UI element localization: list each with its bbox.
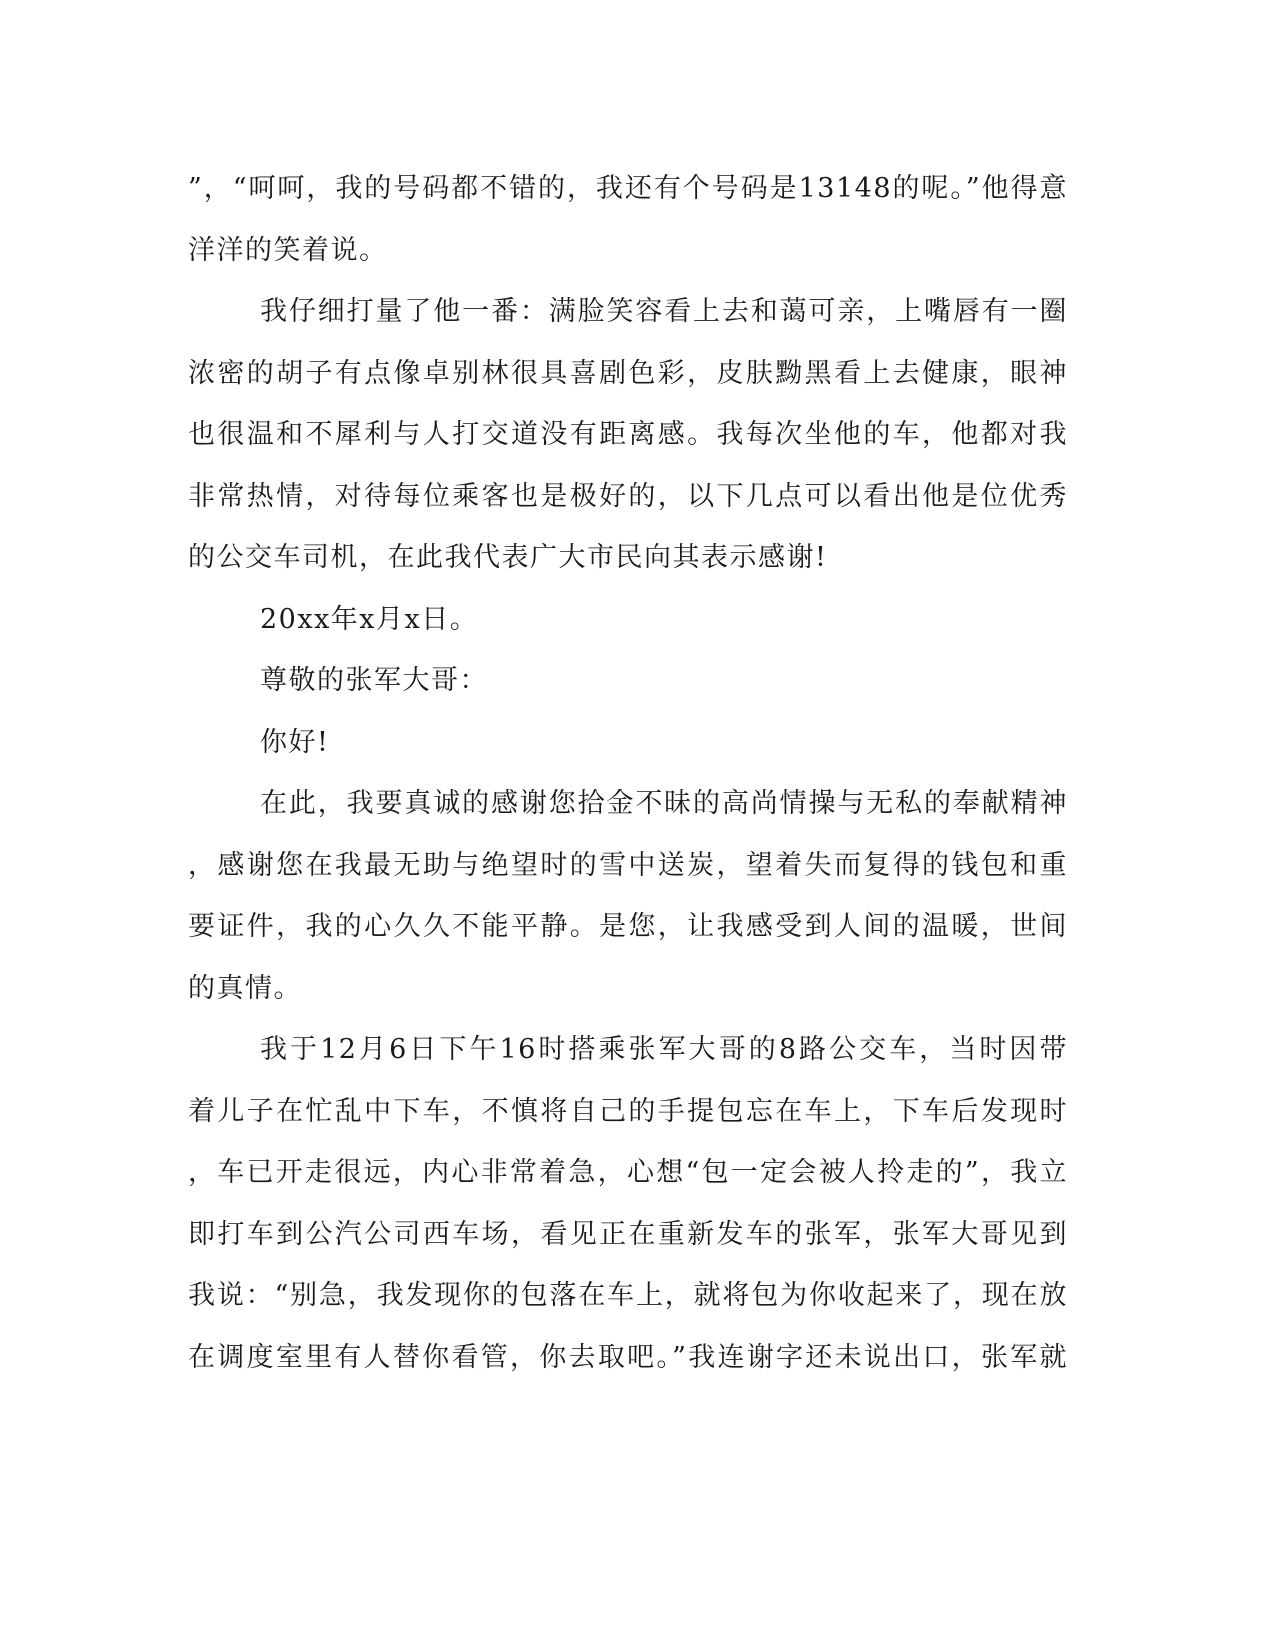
- text-line: ，感谢您在我最无助与绝望时的雪中送炭，望着失而复得的钱包和重: [188, 849, 1068, 881]
- text-line: ，车已开走很远，内心非常着急，心想“包一定会被人拎走的”，我立: [188, 1157, 1068, 1188]
- text-line: 你好!: [260, 726, 330, 758]
- text-line: 我仔细打量了他一番：满脸笑容看上去和蔼可亲，上嘴唇有一圈: [260, 296, 1068, 327]
- text-line: 着儿子在忙乱中下车，不慎将自己的手提包忘在车上，下车后发现时: [188, 1095, 1068, 1127]
- text-line: 我说：“别急，我发现你的包落在车上，就将包为你收起来了，现在放: [188, 1280, 1068, 1311]
- text-line: 20xx年x月x日。: [260, 603, 479, 635]
- text-line: 的真情。: [188, 972, 302, 1004]
- text-line: 洋洋的笑着说。: [188, 234, 388, 266]
- text-line: 在此，我要真诚的感谢您拾金不昧的高尚情操与无私的奉献精神: [260, 788, 1068, 819]
- text-line: ”，“呵呵，我的号码都不错的，我还有个号码是13148的呢。”他得意: [188, 173, 1068, 204]
- text-line: 的公交车司机，在此我代表广大市民向其表示感谢!: [188, 542, 828, 573]
- text-line: 尊敬的张军大哥：: [260, 665, 488, 696]
- text-line: 即打车到公汽公司西车场，看见正在重新发车的张军，张军大哥见到: [188, 1218, 1068, 1250]
- text-line: 我于12月6日下午16时搭乘张军大哥的8路公交车，当时因带: [260, 1034, 1068, 1065]
- text-line: 浓密的胡子有点像卓别林很具喜剧色彩，皮肤黝黑看上去健康，眼神: [188, 357, 1068, 389]
- text-line: 非常热情，对待每位乘客也是极好的，以下几点可以看出他是位优秀: [188, 480, 1068, 512]
- letter-body: [188, 158, 1068, 1388]
- text-line: 也很温和不犀利与人打交道没有距离感。我每次坐他的车，他都对我: [188, 419, 1068, 450]
- text-line: 在调度室里有人替你看管，你去取吧。”我连谢字还未说出口，张军就: [188, 1341, 1068, 1373]
- text-line: 要证件，我的心久久不能平静。是您，让我感受到人间的温暖，世间: [188, 911, 1068, 942]
